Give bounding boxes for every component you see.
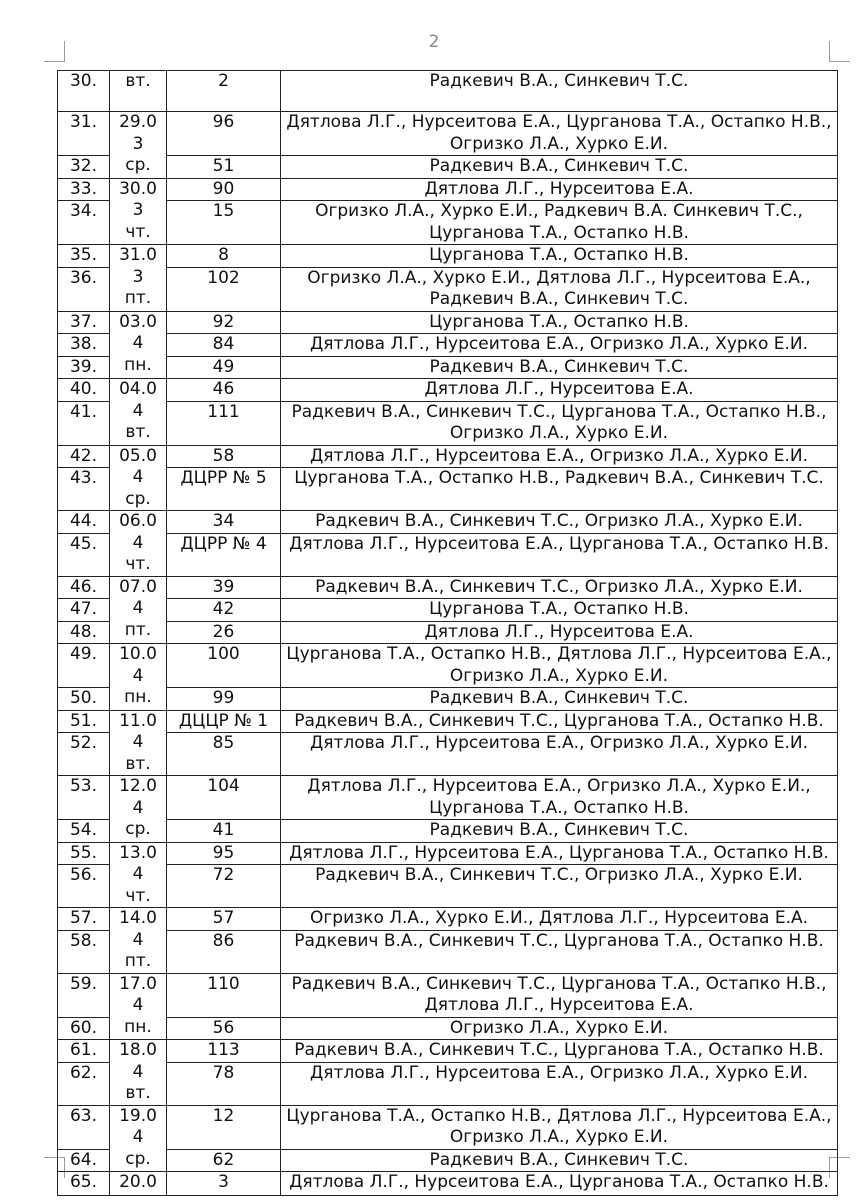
crop-mark-top-left — [44, 61, 65, 62]
group-cell: 85 — [167, 733, 281, 776]
table-row — [58, 576, 838, 599]
date-line: 3 — [132, 133, 144, 154]
date-line: 14.0 — [119, 908, 157, 928]
table-row — [58, 245, 838, 268]
group-cell: 111 — [167, 401, 281, 445]
date-line: пт. — [124, 951, 152, 971]
row-number: 54. — [58, 820, 110, 843]
date-cell — [110, 776, 167, 843]
date-line: чт. — [125, 885, 151, 906]
row-number: 55. — [58, 842, 110, 865]
date-line: 4 — [132, 1127, 144, 1147]
date-cell — [110, 1040, 167, 1106]
staff-cell: Дятлова Л.Г., Нурсеитова Е.А., Огризко Л.А., Хурко Е.И. — [281, 334, 838, 357]
date-line: 20.0 — [119, 1172, 157, 1192]
row-number: 38. — [58, 334, 110, 357]
staff-cell: Цурганова Т.А., Остапко Н.В., Дятлова Л.Г., Нурсеитова Е.А., Огризко Л.А., Хурко Е.И. — [281, 1105, 838, 1149]
group-cell: ДЦЦР № 1 — [167, 710, 281, 733]
table-row — [58, 468, 838, 511]
date-line: 30.0 — [119, 178, 157, 199]
group-cell: 104 — [167, 776, 281, 820]
table-row — [58, 201, 838, 245]
row-number: 50. — [58, 688, 110, 711]
date-line: 05.0 — [119, 445, 157, 466]
date-line: 4 — [132, 333, 144, 353]
staff-cell: Дятлова Л.Г., Нурсеитова Е.А. — [281, 178, 838, 201]
date-line: чт. — [125, 554, 151, 574]
row-number: 56. — [58, 865, 110, 908]
group-cell: 110 — [167, 973, 281, 1017]
date-line: 07.0 — [119, 576, 157, 597]
table-row — [58, 930, 838, 973]
date-cell — [110, 973, 167, 1040]
row-number: 58. — [58, 930, 110, 973]
table-row — [58, 908, 838, 931]
staff-cell: Радкевич В.А., Синкевич Т.С. — [281, 156, 838, 179]
date-line: 11.0 — [119, 710, 157, 731]
table-row — [58, 865, 838, 908]
group-cell: 2 — [167, 71, 281, 112]
date-line: вт. — [125, 1083, 151, 1103]
group-cell: 51 — [167, 156, 281, 179]
table-row — [58, 644, 838, 688]
group-cell: 84 — [167, 334, 281, 357]
date-line: 3 — [132, 266, 144, 287]
staff-cell: Огризко Л.А., Хурко Е.И., Радкевич В.А. Синкевич Т.С., Цурганова Т.А., Остапко Н.В. — [281, 201, 838, 245]
staff-cell: Радкевич В.А., Синкевич Т.С., Огризко Л.А., Хурко Е.И. — [281, 511, 838, 534]
date-line: 4 — [132, 467, 144, 487]
staff-cell: Радкевич В.А., Синкевич Т.С. — [281, 1149, 838, 1172]
date-cell — [110, 245, 167, 312]
staff-cell: Дятлова Л.Г., Нурсеитова Е.А., Цурганова Т.А., Остапко Н.В. — [281, 842, 838, 865]
page-number: 2 — [428, 32, 440, 52]
date-line: 4 — [132, 1061, 144, 1082]
staff-cell: Цурганова Т.А., Остапко Н.В. — [281, 599, 838, 622]
staff-cell: Радкевич В.А., Синкевич Т.С., Огризко Л.А., Хурко Е.И. — [281, 576, 838, 599]
date-line: вт. — [125, 71, 151, 91]
staff-cell: Дятлова Л.Г., Нурсеитова Е.А., Цурганова Т.А., Остапко Н.В. — [281, 533, 838, 576]
row-number: 46. — [58, 576, 110, 599]
group-cell: 49 — [167, 356, 281, 379]
row-number: 41. — [58, 401, 110, 445]
group-cell: 42 — [167, 599, 281, 622]
date-line: 03.0 — [119, 311, 157, 332]
group-cell: 3 — [167, 1172, 281, 1196]
date-line: 4 — [132, 995, 144, 1015]
date-line: 06.0 — [119, 511, 157, 531]
group-cell: 78 — [167, 1062, 281, 1105]
group-cell: 39 — [167, 576, 281, 599]
row-number: 52. — [58, 733, 110, 776]
table-row — [58, 356, 838, 379]
date-line: 12.0 — [119, 776, 157, 796]
schedule-table — [57, 70, 838, 1196]
staff-cell: Радкевич В.А., Синкевич Т.С. — [281, 688, 838, 711]
date-cell — [110, 71, 167, 112]
date-line: 31.0 — [119, 245, 157, 265]
date-cell — [110, 178, 167, 245]
date-line: 19.0 — [119, 1105, 157, 1126]
table-row — [58, 1105, 838, 1149]
date-cell — [110, 644, 167, 711]
date-line: пт. — [124, 288, 152, 308]
table-row — [58, 776, 838, 820]
staff-cell: Радкевич В.А., Синкевич Т.С. — [281, 356, 838, 379]
date-line: пн. — [124, 1016, 152, 1037]
staff-cell: Радкевич В.А., Синкевич Т.С., Цурганова Т.А., Остапко Н.В., Огризко Л.А., Хурко Е.И. — [281, 401, 838, 445]
group-cell: 57 — [167, 908, 281, 931]
table-row — [58, 820, 838, 843]
row-number: 64. — [58, 1149, 110, 1172]
row-number: 47. — [58, 599, 110, 622]
table-row — [58, 379, 838, 402]
group-cell: 62 — [167, 1149, 281, 1172]
group-cell: 100 — [167, 644, 281, 688]
staff-cell: Радкевич В.А., Синкевич Т.С. — [281, 820, 838, 843]
row-number: 36. — [58, 267, 110, 311]
date-cell — [110, 311, 167, 379]
row-number: 45. — [58, 533, 110, 576]
table-row — [58, 334, 838, 357]
group-cell: 34 — [167, 511, 281, 534]
date-line: 18.0 — [119, 1040, 157, 1060]
staff-cell: Цурганова Т.А., Остапко Н.В., Дятлова Л.Г., Нурсеитова Е.А., Огризко Л.А., Хурко Е.И. — [281, 644, 838, 688]
date-line: 4 — [132, 532, 144, 553]
staff-cell: Дятлова Л.Г., Нурсеитова Е.А., Огризко Л.А., Хурко Е.И. — [281, 733, 838, 776]
row-number: 43. — [58, 468, 110, 511]
date-line: 17.0 — [119, 973, 157, 994]
table-row — [58, 1017, 838, 1040]
row-number: 44. — [58, 511, 110, 534]
table-row — [58, 599, 838, 622]
row-number: 59. — [58, 973, 110, 1017]
date-line: вт. — [125, 753, 151, 774]
group-cell: 95 — [167, 842, 281, 865]
crop-mark-top-right — [829, 41, 830, 62]
date-line: 4 — [132, 797, 144, 818]
row-number: 63. — [58, 1105, 110, 1149]
date-cell — [110, 1105, 167, 1172]
row-number: 57. — [58, 908, 110, 931]
row-number: 39. — [58, 356, 110, 379]
date-cell — [110, 576, 167, 644]
row-number: 34. — [58, 201, 110, 245]
table-row — [58, 688, 838, 711]
group-cell: ДЦРР № 5 — [167, 468, 281, 511]
table-row — [58, 1062, 838, 1105]
date-cell — [110, 379, 167, 446]
date-line: 13.0 — [119, 842, 157, 863]
table-row — [58, 112, 838, 156]
row-number: 65. — [58, 1172, 110, 1196]
crop-mark-top-left — [64, 41, 65, 62]
date-cell — [110, 710, 167, 776]
staff-cell: Радкевич В.А., Синкевич Т.С., Цурганова Т.А., Остапко Н.В. — [281, 930, 838, 973]
row-number: 31. — [58, 112, 110, 156]
staff-cell: Радкевич В.А., Синкевич Т.С. — [281, 71, 838, 112]
date-cell — [110, 112, 167, 179]
schedule-body — [58, 71, 838, 1196]
staff-cell: Дятлова Л.Г., Нурсеитова Е.А., Цурганова Т.А., Остапко Н.В., Огризко Л.А., Хурко Е.И. — [281, 112, 838, 156]
staff-cell: Дятлова Л.Г., Нурсеитова Е.А., Цурганова Т.А., Остапко Н.В. — [281, 1172, 838, 1196]
staff-cell: Огризко Л.А., Хурко Е.И., Дятлова Л.Г., Нурсеитова Е.А. — [281, 908, 838, 931]
row-number: 37. — [58, 311, 110, 334]
group-cell: 92 — [167, 311, 281, 334]
table-row — [58, 445, 838, 468]
group-cell: 86 — [167, 930, 281, 973]
table-row — [58, 1149, 838, 1172]
group-cell: ДЦРР № 4 — [167, 533, 281, 576]
staff-cell: Огризко Л.А., Хурко Е.И. — [281, 1017, 838, 1040]
date-cell — [110, 1172, 167, 1196]
table-row — [58, 401, 838, 445]
date-cell — [110, 511, 167, 577]
staff-cell: Радкевич В.А., Синкевич Т.С., Огризко Л.А., Хурко Е.И. — [281, 865, 838, 908]
staff-cell: Дятлова Л.Г., Нурсеитова Е.А. — [281, 621, 838, 644]
table-row — [58, 733, 838, 776]
date-line: 04.0 — [119, 379, 157, 399]
table-row — [58, 511, 838, 534]
table-row — [58, 973, 838, 1017]
table-row — [58, 1172, 838, 1196]
staff-cell: Огризко Л.А., Хурко Е.И., Дятлова Л.Г., Нурсеитова Е.А., Радкевич В.А., Синкевич Т.С. — [281, 267, 838, 311]
table-row — [58, 621, 838, 644]
table-row — [58, 178, 838, 201]
date-line: ср. — [125, 155, 151, 175]
date-line: ср. — [125, 819, 151, 839]
row-number: 30. — [58, 71, 110, 112]
row-number: 48. — [58, 621, 110, 644]
table-row — [58, 710, 838, 733]
date-line: 4 — [132, 864, 144, 884]
staff-cell: Цурганова Т.А., Остапко Н.В. — [281, 311, 838, 334]
date-cell — [110, 445, 167, 511]
row-number: 40. — [58, 379, 110, 402]
group-cell: 102 — [167, 267, 281, 311]
row-number: 33. — [58, 178, 110, 201]
date-line: ср. — [125, 1148, 151, 1169]
date-line: 4 — [132, 598, 144, 618]
date-line: 10.0 — [119, 644, 157, 664]
row-number: 32. — [58, 156, 110, 179]
group-cell: 8 — [167, 245, 281, 268]
row-number: 51. — [58, 710, 110, 733]
staff-cell: Радкевич В.А., Синкевич Т.С., Цурганова Т.А., Остапко Н.В. — [281, 1040, 838, 1063]
date-line: 4 — [132, 400, 144, 421]
group-cell: 113 — [167, 1040, 281, 1063]
staff-cell: Радкевич В.А., Синкевич Т.С., Цурганова Т.А., Остапко Н.В. — [281, 710, 838, 733]
staff-cell: Дятлова Л.Г., Нурсеитова Е.А., Огризко Л.А., Хурко Е.И., Цурганова Т.А., Остапко Н.В. — [281, 776, 838, 820]
group-cell: 58 — [167, 445, 281, 468]
table-row — [58, 311, 838, 334]
date-line: вт. — [125, 422, 151, 442]
row-number: 49. — [58, 644, 110, 688]
date-line: пн. — [124, 687, 152, 707]
date-line: 3 — [132, 200, 144, 220]
crop-mark-top-right — [829, 61, 850, 62]
date-line: 4 — [132, 929, 144, 950]
date-cell — [110, 908, 167, 974]
group-cell: 12 — [167, 1105, 281, 1149]
group-cell: 26 — [167, 621, 281, 644]
row-number: 42. — [58, 445, 110, 468]
row-number: 53. — [58, 776, 110, 820]
table-row — [58, 156, 838, 179]
table-row — [58, 533, 838, 576]
staff-cell: Дятлова Л.Г., Нурсеитова Е.А., Огризко Л.А., Хурко Е.И. — [281, 445, 838, 468]
row-number: 35. — [58, 245, 110, 268]
staff-cell: Радкевич В.А., Синкевич Т.С., Цурганова Т.А., Остапко Н.В., Дятлова Л.Г., Нурсеитова Е.А. — [281, 973, 838, 1017]
group-cell: 41 — [167, 820, 281, 843]
row-number: 60. — [58, 1017, 110, 1040]
table-row — [58, 267, 838, 311]
date-line: ср. — [125, 488, 151, 509]
date-line: 29.0 — [119, 112, 157, 132]
staff-cell: Дятлова Л.Г., Нурсеитова Е.А., Огризко Л.А., Хурко Е.И. — [281, 1062, 838, 1105]
date-line: 4 — [132, 732, 144, 752]
table-row — [58, 1040, 838, 1063]
group-cell: 72 — [167, 865, 281, 908]
date-line: пн. — [124, 354, 152, 375]
date-line: 4 — [132, 665, 144, 686]
group-cell: 56 — [167, 1017, 281, 1040]
group-cell: 46 — [167, 379, 281, 402]
group-cell: 15 — [167, 201, 281, 245]
staff-cell: Цурганова Т.А., Остапко Н.В. — [281, 245, 838, 268]
table-row — [58, 842, 838, 865]
table-row — [58, 71, 838, 112]
group-cell: 99 — [167, 688, 281, 711]
row-number: 62. — [58, 1062, 110, 1105]
staff-cell: Дятлова Л.Г., Нурсеитова Е.А. — [281, 379, 838, 402]
date-line: чт. — [125, 221, 151, 242]
group-cell: 96 — [167, 112, 281, 156]
staff-cell: Цурганова Т.А., Остапко Н.В., Радкевич В.А., Синкевич Т.С. — [281, 468, 838, 511]
date-cell — [110, 842, 167, 908]
group-cell: 90 — [167, 178, 281, 201]
row-number: 61. — [58, 1040, 110, 1063]
date-line: пт. — [124, 619, 152, 640]
